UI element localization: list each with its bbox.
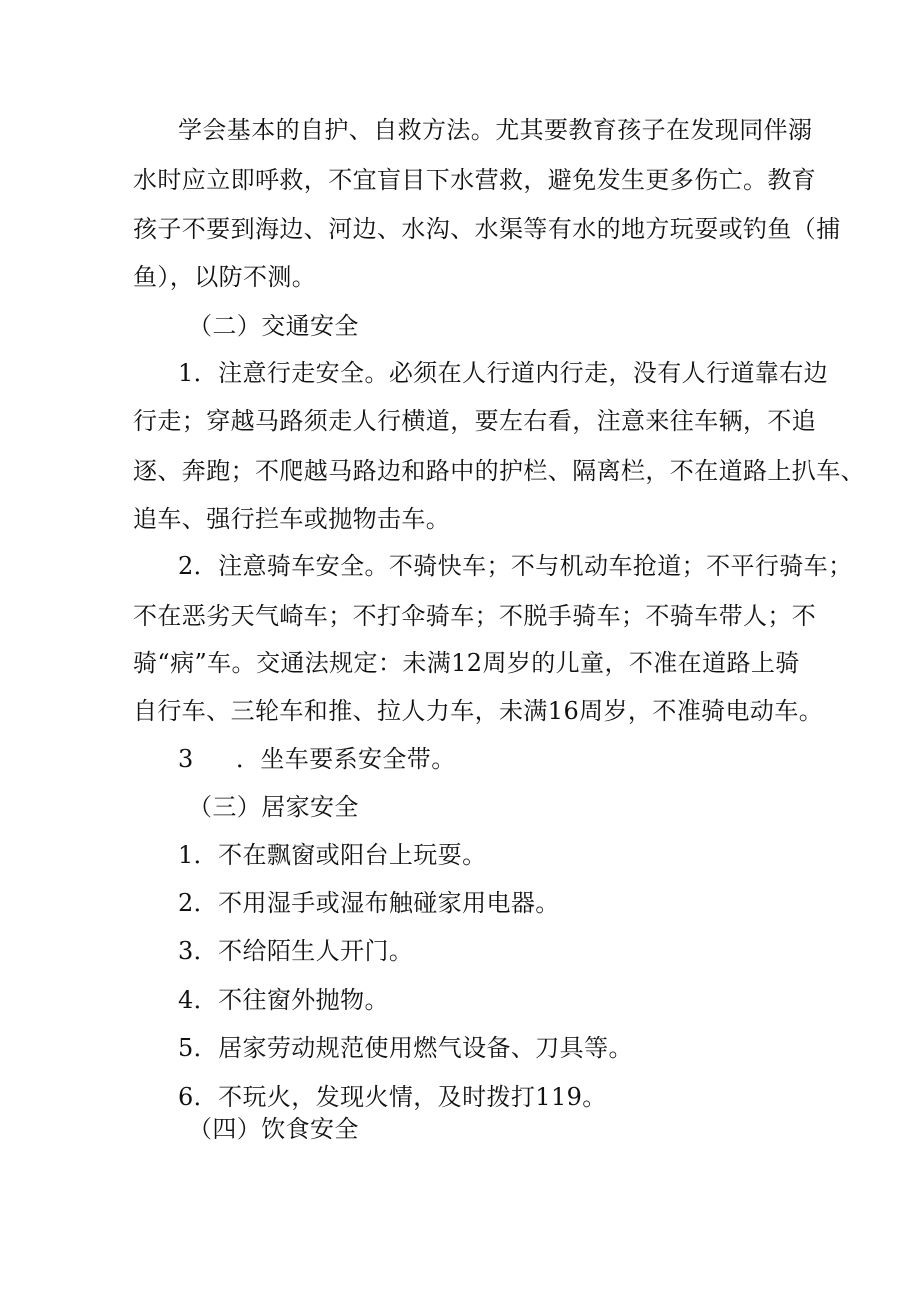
paragraph-line: 孩子不要到海边、河边、水沟、水渠等有水的地方玩耍或钓鱼（捕 [133,215,841,243]
list-item-line: 1．注意行走安全。必须在人行道内行走，没有人行道靠右边 [178,359,829,387]
paragraph-line: 逐、奔跑；不爬越马路边和路中的护栏、隔离栏，不在道路上扒车、 [133,457,865,485]
paragraph-line: 自行车、三轮车和推、拉人力车，未满16周岁，不准骑电动车。 [133,697,824,725]
list-item-line: 3．不给陌生人开门。 [178,937,414,965]
list-item-line: 2．注意骑车安全。不骑快车；不与机动车抢道；不平行骑车； [178,552,853,580]
paragraph-line: 学会基本的自护、自救方法。尤其要教育孩子在发现同伴溺 [178,116,813,144]
section-heading: （四）饮食安全 [188,1115,359,1143]
list-item-text: ．坐车要系安全带。 [236,745,456,773]
list-item-line: 1．不在飘窗或阳台上玩耍。 [178,841,487,869]
list-item-line: 6．不玩火，发现火情，及时拨打119。 [178,1083,607,1111]
paragraph-line: 行走；穿越马路须走人行横道，要左右看，注意来往车辆，不追 [133,407,817,435]
section-heading: （三）居家安全 [188,793,359,821]
list-item-line [178,739,838,779]
paragraph-line: 鱼），以防不测。 [133,263,317,291]
paragraph-line: 追车、强行拦车或抛物击车。 [133,505,451,533]
list-item-line: 4．不往窗外抛物。 [178,986,389,1014]
paragraph-line: 水时应立即呼救，不宜盲目下水营救，避免发生更多伤亡。教育 [133,166,817,194]
paragraph-line: 不在恶劣天气崎车；不打伞骑车；不脱手骑车；不骑车带人；不 [133,602,817,630]
list-item-line: 2．不用湿手或湿布触碰家用电器。 [178,889,560,917]
list-item-number: 3 [178,745,194,773]
paragraph-line: 骑“病”车。交通法规定：未满12周岁的儿童，不准在道路上骑 [133,649,800,677]
list-item-line: 5．居家劳动规范使用燃气设备、刀具等。 [178,1034,633,1062]
section-heading: （二）交通安全 [188,312,359,340]
